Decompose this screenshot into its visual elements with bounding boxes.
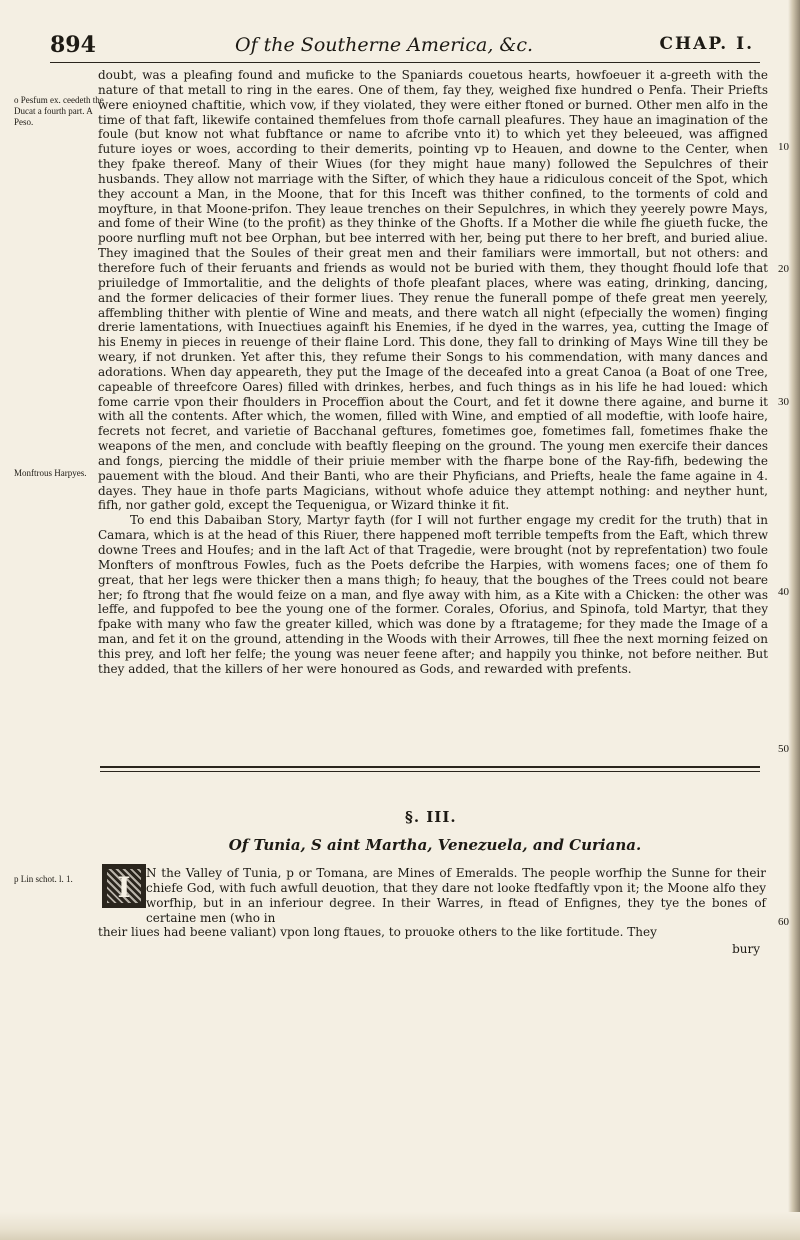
paragraph-funeral-customs: doubt, was a pleafing found and muficke to the Spaniards couetous hearts, howfoeuer it a-greeth with the nature of that metall to ring in the eares. One of them, fay they, weighed fixe hundred o Penfa. Their Priefts were enioyned chaftitie, which vow, if they violated, they were either ftoned or burned. Other men alfo in the time of that faft, likewife contained themfelues from thofe carnall pleafures. They haue an imagination of the foule (but know not what fubftance or name to afcribe vnto it) to which yet they beleeued, was affigned future ioyes or woes, according to their demerits, pointing vp to Heauen, and downe to the Center, when they fpake thereof. Many of their Wiues (for they might haue many) followed the Sepulchres of their husbands. They allow not marriage with the Sifter, of which they haue a ridiculous conceit of the Spot, which they account a Man, in the Moone, that for this Inceft was thither confined, to the torments of cold and moyfture, in that Moone-prifon. They leaue trenches on their Sepulchres, in which they yeerely powre Mays, and fome of their Wine (to the profit) as they thinke of the Ghofts. If a Mother die while fhe giueth fucke, the poore nurfling muft not bee Orphan, but bee interred with her, being put there to her breft, and buried aliue. They imagined that the Soules of their great men and their familiars were immortall, but not others: and therefore fuch of their feruants and friends as would not be buried with them, they thought fhould lofe that priuiledge of Immortalitie, and the delights of thofe pleafant places, where was eating, drinking, dancing, and the former delicacies of their former liues. They renue the funerall pompe of thefe great men yeerely, affembling thither with plentie of Wine and meats, and there watch all night (efpecially the women) finging drerie lamentations, with Inuectiues againft his Enemies, if he dyed in the warres, yea, cutting the Image of his Enemy in pieces in reuenge of their flaine Lord. This done, they fall to drinking of Mays Wine till they be weary, if not drunken. Yet after this, they refume their Songs to his commendation, with many dances and adorations. When day appeareth, they put the Image of the deceafed into a great Canoa (a Boat of one Tree, capeable of threefcore Oares) filled with drinkes, herbes, and fuch things as in his life he had loued: which fome carrie vpon their fhoulders in Proceffion about the Court, and fet it downe there againe, and burne it with all the contents. After which, the women, filled with Wine, and emptied of all modeftie, with loofe haire, fecrets not fecret, and varietie of Bacchanal geftures, fometimes goe, fometimes fall, fometimes fhake the weapons of the men, and conclude with beaftly fleeping on the ground. The young men exercife their dances and fongs, piercing the middle of their priuie member with the fharpe bone of the Ray-fifh, bedewing the pauement with the bloud. And their Banti, who are their Phyficians, and Priefts, heale the fame againe in 4. dayes. They haue in thofe parts Magicians, without whofe aduice they attempt nothing: and neyther hunt, fifh, nor gather gold, except the Tequenigua, or Wizard thinke it fit. [98, 68, 768, 513]
initial-letter: I [117, 871, 131, 904]
catchword: bury [732, 942, 760, 956]
page-bottom-edge [0, 1212, 800, 1240]
section-number: §. III. [405, 808, 457, 826]
line-number-50: 50 [778, 743, 789, 755]
section-text-last-line: their liues had beene valiant) vpon long ftaues, to prouoke others to the like fortitude. They [98, 925, 657, 939]
main-text [98, 68, 768, 677]
line-number-10: 10 [778, 141, 789, 153]
section-text: N the Valley of Tunia, p or Tomana, are Mines of Emeralds. The people worfhip the Sunne for their chiefe God, with fuch awfull deuotion, that they dare not looke ftedfaftly vpon it; the Moone alfo they worfhip, but in an inferiour degree. In their Warres, in ftead of Enfignes, they tye the bones of certaine men (who in [146, 866, 766, 925]
page-number: 894 [50, 32, 96, 58]
decorated-initial [102, 864, 146, 908]
running-title: Of the Southerne America, &c. [235, 34, 533, 56]
margin-note-peso: o Pesfum ex. ceedeth the Ducat a fourth part. A Peso. [14, 95, 104, 127]
line-number-20: 20 [778, 263, 789, 275]
margin-note-linschot: p Lin schot. l. 1. [14, 874, 73, 884]
paragraph-harpies: To end this Dabaiban Story, Martyr fayth (for I will not further engage my credit for the truth) that in Camara, which is at the head of this Riuer, there happened moft terrible tempefts from the Eaft, which threw downe Trees and Houfes; and in the laft Act of that Tragedie, were brought (not by reprefentation) two foule Monfters of monftrous Fowles, fuch as the Poets defcribe the Harpies, with womens faces; one of them fo great, that her legs were thicker then a mans thigh; fo heauy, that the boughes of the Trees could not beare her; fo ftrong that fhe would feize on a man, and flye away with him, as a Kite with a Chicken: the other was leffe, and fuppofed to bee the young one of the former. Corales, Oforius, and Spinofa, told Martyr, that they fpake with many who faw the greater killed, which was done by a ftratageme; for they made the Image of a man, and fet it on the ground, attending in the Woods with their Arrowes, till fhee the next morning feized on this prey, and loft her felfe; the young was neuer feene after; and happily you thinke, not before neither. But they added, that the killers of her were honoured as Gods, and rewarded with prefents. [98, 513, 768, 676]
section-title: Of Tunia, S aint Martha, Venezuela, and Curiana. [228, 836, 642, 854]
line-number-60: 60 [778, 916, 789, 928]
page-edge-shadow [788, 0, 800, 1240]
running-header [50, 32, 760, 63]
chapter-label: CHAP. I. [659, 34, 754, 54]
section-divider-rule [100, 766, 760, 772]
margin-note-harpyes: Monftrous Harpyes. [14, 468, 87, 478]
line-number-40: 40 [778, 586, 789, 598]
line-number-30: 30 [778, 396, 789, 408]
